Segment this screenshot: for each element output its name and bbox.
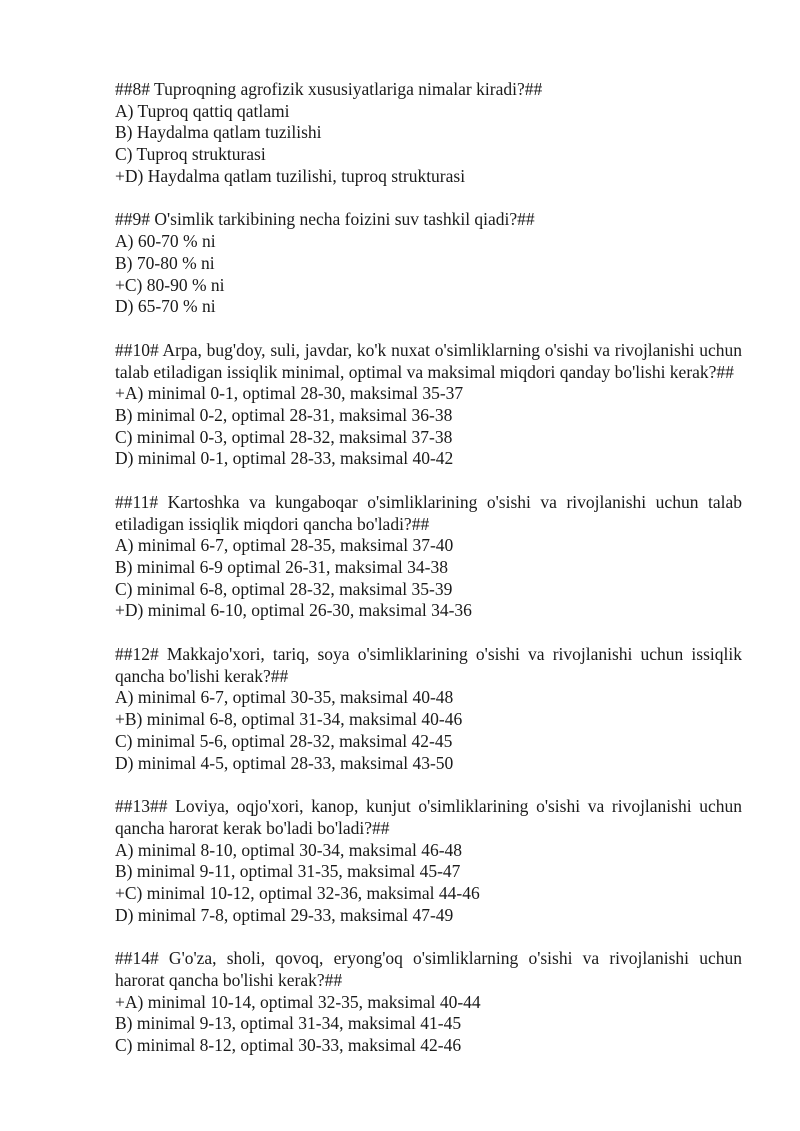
question-text: ##10# Arpa, bug'doy, suli, javdar, ko'k nuxat o'simliklarning o'sishi va rivojlanishi uchun talab etiladigan issiqlik minimal, optimal va maksimal miqdori qanday bo'lishi kerak?##: [115, 339, 742, 382]
answer-option-a: A) minimal 6-7, optimal 30-35, maksimal 40-48: [115, 687, 454, 708]
question-text: ##9# O'simlik tarkibining necha foizini suv tashkil qiadi?##: [115, 209, 535, 230]
answer-option-a: A) minimal 6-7, optimal 28-35, maksimal 37-40: [115, 535, 454, 556]
answer-option-a: A) Tuproq qattiq qatlami: [115, 100, 290, 121]
answer-option-b: B) minimal 6-9 optimal 26-31, maksimal 34-38: [115, 557, 448, 578]
answer-option-c: C) minimal 8-12, optimal 30-33, maksimal 42-46: [115, 1035, 462, 1056]
answer-option-b: B) 70-80 % ni: [115, 252, 215, 273]
question-text: ##11# Kartoshka va kungaboqar o'simliklarining o'sishi va rivojlanishi uchun talab etiladigan issiqlik miqdori qancha bo'ladi?##: [115, 491, 742, 534]
answer-option-c: C) minimal 5-6, optimal 28-32, maksimal 42-45: [115, 730, 453, 751]
answer-option-d: +D) Haydalma qatlam tuzilishi, tuproq strukturasi: [115, 165, 466, 186]
question-11: [115, 492, 742, 622]
answer-option-b: B) Haydalma qatlam tuzilishi: [115, 122, 322, 143]
question-text: ##8# Tuproqning agrofizik xususiyatlariga nimalar kiradi?##: [115, 79, 543, 99]
answer-option-b: B) minimal 0-2, optimal 28-31, maksimal 36-38: [115, 404, 453, 425]
answer-option-c: C) Tuproq strukturasi: [115, 144, 266, 165]
question-text: ##14# G'o'za, sholi, qovoq, eryong'oq o'simliklarning o'sishi va rivojlanishi uchun harorat qancha bo'lishi kerak?##: [115, 948, 742, 990]
answer-option-c: C) minimal 0-3, optimal 28-32, maksimal 37-38: [115, 426, 453, 447]
answer-option-a: +A) minimal 0-1, optimal 28-30, maksimal 35-37: [115, 383, 464, 404]
answer-option-d: D) 65-70 % ni: [115, 296, 216, 317]
answer-option-d: D) minimal 7-8, optimal 29-33, maksimal 47-49: [115, 904, 454, 925]
answer-option-c: C) minimal 6-8, optimal 28-32, maksimal 35-39: [115, 578, 453, 599]
answer-option-c: +C) minimal 10-12, optimal 32-36, maksimal 44-46: [115, 882, 480, 903]
quiz-content: [115, 79, 742, 1079]
answer-option-d: +D) minimal 6-10, optimal 26-30, maksimal 34-36: [115, 600, 472, 621]
answer-option-c: +C) 80-90 % ni: [115, 274, 225, 295]
answer-option-b: +B) minimal 6-8, optimal 31-34, maksimal 40-46: [115, 709, 463, 730]
question-14: [115, 948, 742, 1057]
answer-option-b: B) minimal 9-13, optimal 31-34, maksimal 41-45: [115, 1013, 462, 1034]
answer-option-b: B) minimal 9-11, optimal 31-35, maksimal 45-47: [115, 861, 461, 882]
question-text: ##12# Makkajo'xori, tariq, soya o'simliklarining o'sishi va rivojlanishi uchun issiqlik qancha bo'lishi kerak?##: [115, 644, 742, 686]
answer-option-d: D) minimal 4-5, optimal 28-33, maksimal 43-50: [115, 752, 454, 773]
question-10: [115, 340, 742, 470]
question-text: ##13## Loviya, oqjo'xori, kanop, kunjut o'simliklarining o'sishi va rivojlanishi uchun qancha harorat kerak bo'ladi bo'ladi?##: [115, 796, 742, 838]
question-13: [115, 796, 742, 926]
question-9: [115, 209, 742, 318]
question-12: [115, 644, 742, 774]
question-8: [115, 79, 742, 188]
answer-option-a: A) 60-70 % ni: [115, 231, 216, 252]
answer-option-a: A) minimal 8-10, optimal 30-34, maksimal 46-48: [115, 839, 463, 860]
answer-option-d: D) minimal 0-1, optimal 28-33, maksimal 40-42: [115, 448, 454, 469]
answer-option-a: +A) minimal 10-14, optimal 32-35, maksimal 40-44: [115, 991, 481, 1012]
